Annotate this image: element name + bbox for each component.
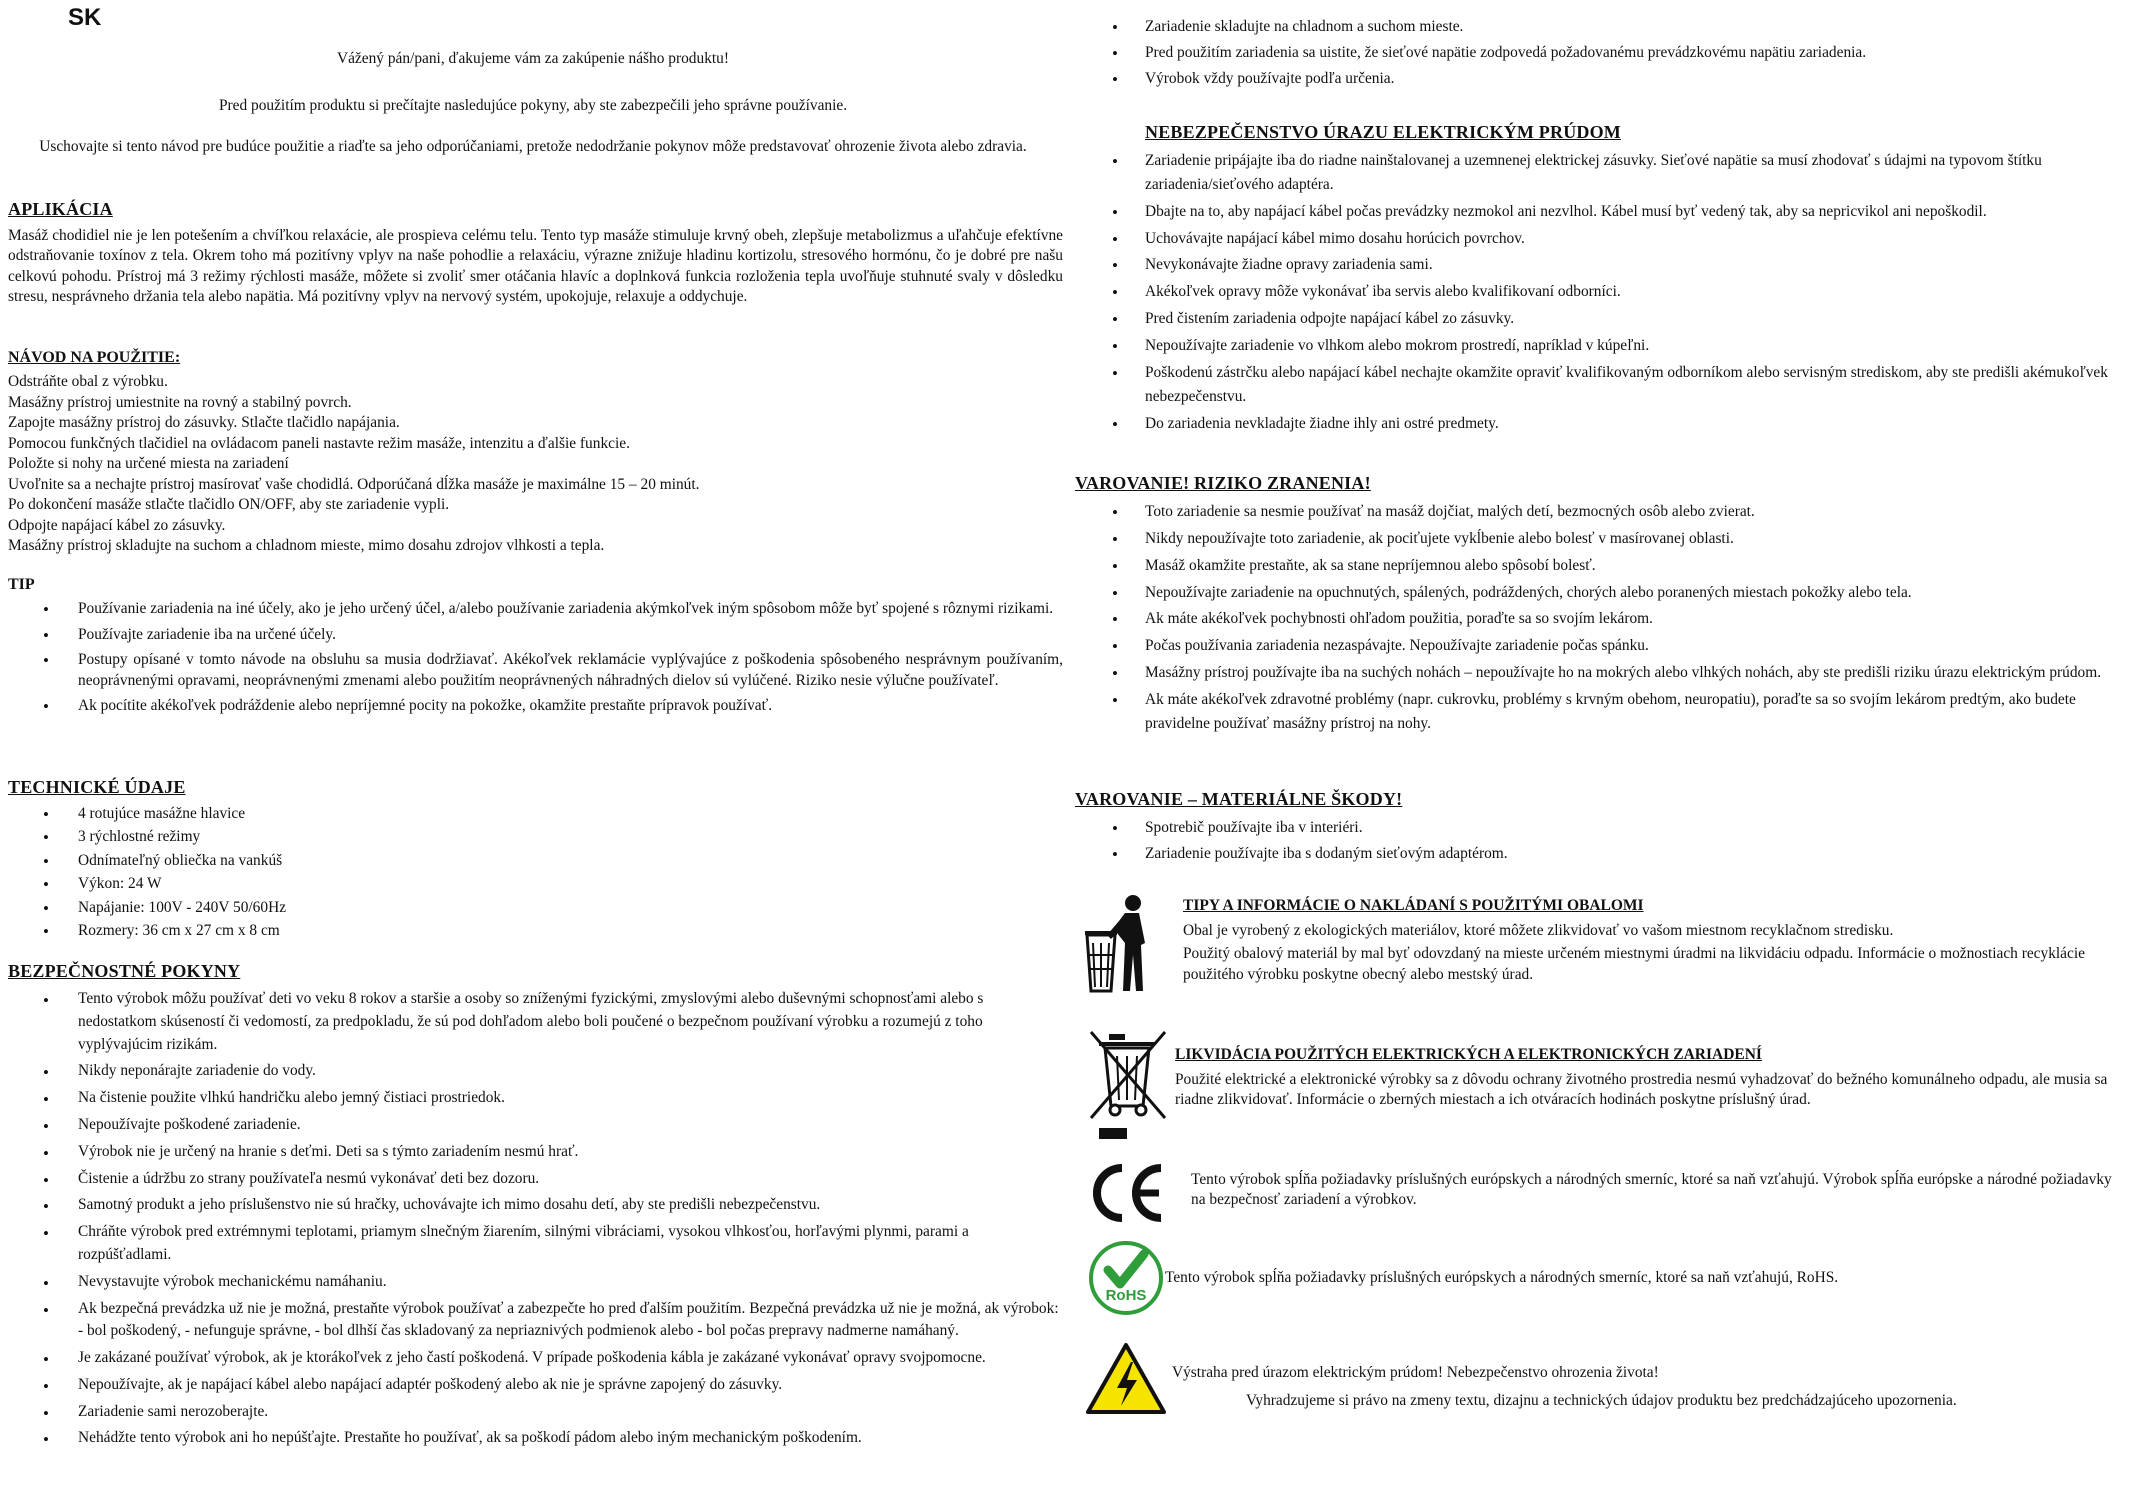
bezp-item: • Nikdy neponárajte zariadenie do vody. [8, 1060, 1063, 1083]
tech-heading: TECHNICKÉ ÚDAJE [8, 777, 186, 797]
storage-item: • Výrobok vždy používajte podľa určenia. [1075, 67, 2130, 90]
packaging-text-1: Obal je vyrobený z ekologických materiálov, ktoré môžete zlikvidovať vo vašom miestnom recyklačnom stredisku. [1183, 921, 1894, 939]
elek-item: • Poškodenú zástrčku alebo napájací kábel nechajte okamžite opraviť kvalifikovaným odborníkom alebo servisným strediskom, aby ste predišli akémukoľvek nebezpečenstvu. [1075, 361, 2130, 409]
high-voltage-warning-icon [1085, 1342, 1167, 1416]
section-bezpecnost [8, 960, 1063, 1454]
bezp-item: • Ak bezpečná prevádzka už nie je možná, prestaňte výrobok používať a zabezpečte ho pred ďalším použitím. Bezpečná prevádzka už nie je možná, ak výrobok: - bol poškodený, - nefunguje správne, - bol dlhší čas skladovaný za nepriaznivých podmienok alebo - bol počas prepravy nadmerne namáhaný. [8, 1298, 1063, 1344]
packaging-block [1183, 896, 2128, 985]
navod-line: Uvoľnite sa a nechajte prístroj masírovať vaše chodidlá. Odporúčaná dĺžka masáže je maximálne 15 – 20 minút. [8, 475, 700, 493]
elek-heading: NEBEZPEČENSTVO ÚRAZU ELEKTRICKÝM PRÚDOM [1145, 122, 1621, 142]
crossed-bin-icon [1089, 1030, 1169, 1150]
section-zranenie [1075, 472, 2130, 739]
zranenie-item: • Masáž okamžite prestaňte, ak sa stane nepríjemnou alebo spôsobí bolesť. [1075, 554, 2130, 578]
elek-item: • Nepoužívajte zariadenie vo vlhkom alebo mokrom prostredí, napríklad v kúpeľni. [1075, 334, 2130, 358]
section-material [1075, 788, 2130, 868]
bezp-item: • Na čistenie použite vlhkú handričku alebo jemný čistiaci prostriedok. [8, 1087, 1063, 1110]
navod-line: Odstráňte obal z výrobku. [8, 373, 168, 391]
bezp-heading: BEZPEČNOSTNÉ POKYNY [8, 961, 241, 981]
bezp-item: • Nepoužívajte poškodené zariadenie. [8, 1114, 1063, 1137]
weee-heading: LIKVIDÁCIA POUŽITÝCH ELEKTRICKÝCH A ELEKTRONICKÝCH ZARIADENÍ [1175, 1046, 1762, 1063]
zranenie-item: • Ak máte akékoľvek zdravotné problémy (napr. cukrovku, problémy s krvným obehom, neuropatiu), poraďte sa so svojím lekárom predtým, ako budete pravidelne používať masážny prístroj na nohy. [1075, 688, 2130, 736]
intro-greeting: Vážený pán/pani, ďakujeme vám za zakúpenie nášho produktu! [336, 50, 729, 67]
packaging-heading: TIPY A INFORMÁCIE O NAKLÁDANÍ S POUŽITÝMI OBALOMI [1183, 897, 1644, 914]
ce-text: Tento výrobok spĺňa požiadavky príslušných európskych a národných smerníc, ktoré sa naň vzťahujú. Výrobok spĺňa európske a národné požiadavky na bezpečnosť zariadení a výrobkov. [1191, 1171, 2112, 1209]
elek-item: • Pred čistením zariadenia odpojte napájací kábel zo zásuvky. [1075, 307, 2130, 331]
tech-item: • Odnímateľný obliečka na vankúš [8, 851, 1063, 871]
footer-disclaimer: Vyhradzujeme si právo na zmeny textu, dizajnu a technických údajov produktu bez predchádzajúceho upozornenia. [1246, 1392, 1957, 1409]
navod-line: Položte si nohy na určené miesta na zariadení [8, 455, 289, 473]
zranenie-heading: VAROVANIE! RIZIKO ZRANENIA! [1075, 473, 1371, 493]
zranenie-item: • Masážny prístroj používajte iba na suchých nohách – nepoužívajte ho na mokrých alebo vlhkých nohách, aby ste predišli riziku úrazu elektrickým prúdom. [1075, 661, 2130, 685]
tip-item: • Ak pocítite akékoľvek podráždenie alebo nepríjemné pocity na pokožke, okamžite prestaňte prípravok používať. [8, 696, 1063, 716]
section-navod [8, 347, 1063, 557]
rohs-label: RoHS [1105, 1287, 1147, 1304]
tech-item: • Výkon: 24 W [8, 874, 1063, 894]
zranenie-item: • Nikdy nepoužívajte toto zariadenie, ak pociťujete vykĺbenie alebo bolesť v masírovanej oblasti. [1075, 527, 2130, 551]
language-code: SK [68, 4, 102, 31]
elek-item: • Uchovávajte napájací kábel mimo dosahu horúcich povrchov. [1075, 227, 2130, 251]
zranenie-item: • Ak máte akékoľvek pochybnosti ohľadom použitia, poraďte sa so svojím lekárom. [1075, 607, 2130, 631]
material-item: • Zariadenie používajte iba s dodaným sieťovým adaptérom. [1075, 842, 2130, 865]
bezp-item: • Je zakázané používať výrobok, ak je ktorákoľvek z jeho častí poškodená. V prípade poškodenia kábla je zakázané vykonávať opravy svojpomocne. [8, 1347, 1063, 1370]
tip-item: • Používajte zariadenie iba na určené účely. [8, 625, 1063, 645]
bezp-item: • Tento výrobok môžu používať deti vo veku 8 rokov a staršie a osoby so zníženými fyzickými, zmyslovými alebo duševnými schopnosťami alebo s nedostatkom skúseností či vedomostí, za predpokladu, že sú pod dohľadom alebo boli poučené o bezpečnom používaní výrobku a rozumejú z toho vyplývajúcim rizikám. [8, 988, 1063, 1056]
tech-item: • 4 rotujúce masážne hlavice [8, 804, 1063, 824]
aplikacia-text: Masáž chodidiel nie je len potešením a chvíľkou relaxácie, ale prospieva celému telu. Tento typ masáže stimuluje krvný obeh, zlepšuje metabolizmus a uľahčuje efektívne odstraňovanie toxínov z tela. Okrem toho má pozitívny vplyv na naše pohodlie a relaxáciu, výrazne znižuje hladinu kortizolu, stresového hormónu, čo je dobré pre našu celkovú pohodu. Prístroj má 3 režimy rýchlosti masáže, môžete si zvoliť smer otáčania hlavíc a doplnková funkcia rozloženia tepla uvoľňuje stuhnuté svaly v dôsledku stresu, nesprávneho držania tela alebo napätia. Má pozitívny vplyv na nervový systém, upokojuje, relaxuje a oddychuje. [8, 226, 1063, 306]
zranenie-item: • Nepoužívajte zariadenie na opuchnutých, spálených, podráždených, chorých alebo poranených miestach pokožky alebo tela. [1075, 581, 2130, 605]
navod-line: Odpojte napájací kábel zo zásuvky. [8, 516, 226, 534]
navod-line: Masážny prístroj skladujte na suchom a chladnom mieste, mimo dosahu zdrojov vlhkosti a tepla. [8, 537, 605, 555]
elek-item: • Akékoľvek opravy môže vykonávať iba servis alebo kvalifikovaní odborníci. [1075, 280, 2130, 304]
aplikacia-heading: APLIKÁCIA [8, 199, 113, 219]
navod-line: Masážny prístroj umiestnite na rovný a stabilný povrch. [8, 393, 352, 411]
ce-mark-icon [1089, 1158, 1169, 1228]
weee-text: Použité elektrické a elektronické výrobky sa z dôvodu ochrany životného prostredia nesmú vyhadzovať do bežného komunálneho odpadu, ale musia sa riadne zlikvidovať. Informácie o zberných miestach a ich otváracích hodinách poskytne príslušný úrad. [1175, 1070, 2108, 1109]
bezp-item: • Nehádžte tento výrobok ani ho nepúšťajte. Prestaňte ho používať, ak sa poškodí pádom alebo iným mechanickým poškodením. [8, 1427, 1063, 1450]
material-item: • Spotrebič používajte iba v interiéri. [1075, 816, 2130, 839]
recycle-bin-person-icon [1081, 893, 1161, 995]
rohs-icon [1088, 1240, 1164, 1316]
tip-item: • Používanie zariadenia na iné účely, ako je jeho určený účel, a/alebo používanie zariadenia akýmkoľvek iným spôsobom môže byť spojené s rôznymi rizikami. [8, 599, 1063, 619]
elek-item: • Nevykonávajte žiadne opravy zariadenia sami. [1075, 253, 2130, 277]
tech-item: • Rozmery: 36 cm x 27 cm x 8 cm [8, 921, 1063, 941]
bezp-item: • Nepoužívajte, ak je napájací kábel alebo napájací adaptér poškodený alebo ak nie je správne zapojený do zásuvky. [8, 1374, 1063, 1397]
tech-item: • Napájanie: 100V - 240V 50/60Hz [8, 898, 1063, 918]
rohs-text: Tento výrobok spĺňa požiadavky príslušných európskych a národných smerníc, ktoré sa naň vzťahujú, RoHS. [1165, 1269, 1839, 1286]
section-elektricky [1075, 121, 2130, 439]
zranenie-item: • Počas používania zariadenia nezaspávajte. Nepoužívajte zariadenie počas spánku. [1075, 634, 2130, 658]
tip-item: • Postupy opísané v tomto návode na obsluhu sa musia dodržiavať. Akékoľvek reklamácie vyplývajúce z poškodenia spôsobeného nesprávnym používaním, neoprávnenými opravami, neoprávnenými zmenami alebo použitím neoprávnených náhradných dielov sú vylúčené. Riziko nesie výlučne používateľ. [8, 650, 1063, 691]
packaging-text-2: Použitý obalový materiál by mal byť odovzdaný na mieste určeném miestnymi úradmi na likvidáciu odpadu. Informácie o možnostiach recyklácie použitého výrobku poskytne obecný alebo mestský úrad. [1183, 945, 2085, 983]
elek-item: • Do zariadenia nevkladajte žiadne ihly ani ostré predmety. [1075, 412, 2130, 436]
bezp-item: • Nevystavujte výrobok mechanickému namáhaniu. [8, 1271, 1063, 1294]
bezp-item: • Čistenie a údržbu zo strany používateľa nesmú vykonávať deti bez dozoru. [8, 1168, 1063, 1191]
section-tech [8, 776, 1063, 945]
intro-read-first: Pred použitím produktu si prečítajte nasledujúce pokyny, aby ste zabezpečili jeho správne používanie. [218, 97, 848, 114]
bezp-item: • Výrobok nie je určený na hranie s deťmi. Deti sa s týmto zariadením nesmú hrať. [8, 1141, 1063, 1164]
bezp-item: • Samotný produkt a jeho príslušenstvo nie sú hračky, uchovávajte ich mimo dosahu detí, aby ste predišli nebezpečenstvu. [8, 1194, 1063, 1217]
storage-list [1075, 15, 2130, 93]
navod-line: Pomocou funkčných tlačidiel na ovládacom paneli nastavte režim masáže, intenzitu a ďalšie funkcie. [8, 434, 630, 452]
weee-block [1175, 1045, 2130, 1111]
bezp-item: • Zariadenie sami nerozoberajte. [8, 1401, 1063, 1424]
intro-keep-manual: Uschovajte si tento návod pre budúce použitie a riaďte sa jeho odporúčaniami, pretože nedodržanie pokynov môže predstavovať ohrozenie života alebo zdravia. [39, 138, 1027, 155]
storage-item: • Zariadenie skladujte na chladnom a suchom mieste. [1075, 15, 2130, 38]
navod-line: Po dokončení masáže stlačte tlačidlo ON/OFF, aby ste zariadenie vypli. [8, 496, 450, 514]
tech-item: • 3 rýchlostné režimy [8, 827, 1063, 847]
navod-heading: NÁVOD NA POUŽITIE: [8, 349, 181, 366]
elek-item: • Zariadenie pripájajte iba do riadne nainštalovanej a uzemnenej elektrickej zásuvky. Sieťové napätie sa musí zhodovať s údajmi na typovom štítku zariadenia/sieťového adaptéra. [1075, 149, 2130, 197]
storage-item: • Pred použitím zariadenia sa uistite, že sieťové napätie zodpovedá požadovanému prevádzkovému napätiu zariadenia. [1075, 41, 2130, 64]
zranenie-item: • Toto zariadenie sa nesmie používať na masáž dojčiat, malých detí, bezmocných osôb alebo zvierat. [1075, 500, 2130, 524]
tip-heading: TIP [8, 576, 35, 593]
section-tip [8, 574, 1063, 722]
warning-text: Výstraha pred úrazom elektrickým prúdom! Nebezpečenstvo ohrozenia života! [1172, 1364, 1659, 1381]
section-aplikacia [8, 198, 1063, 308]
navod-line: Zapojte masážny prístroj do zásuvky. Stlačte tlačidlo napájania. [8, 414, 400, 432]
bezp-item: • Chráňte výrobok pred extrémnymi teplotami, priamym slnečným žiarením, silnými vibráciami, vysokou vlhkosťou, horľavými plynmi, parami a rozpúšťadlami. [8, 1221, 1063, 1267]
elek-item: • Dbajte na to, aby napájací kábel počas prevádzky nezmokol ani nezvlhol. Kábel musí byť vedený tak, aby sa nepricvikol ani nepoškodil. [1075, 200, 2130, 224]
material-heading: VAROVANIE – MATERIÁLNE ŠKODY! [1075, 789, 1403, 809]
